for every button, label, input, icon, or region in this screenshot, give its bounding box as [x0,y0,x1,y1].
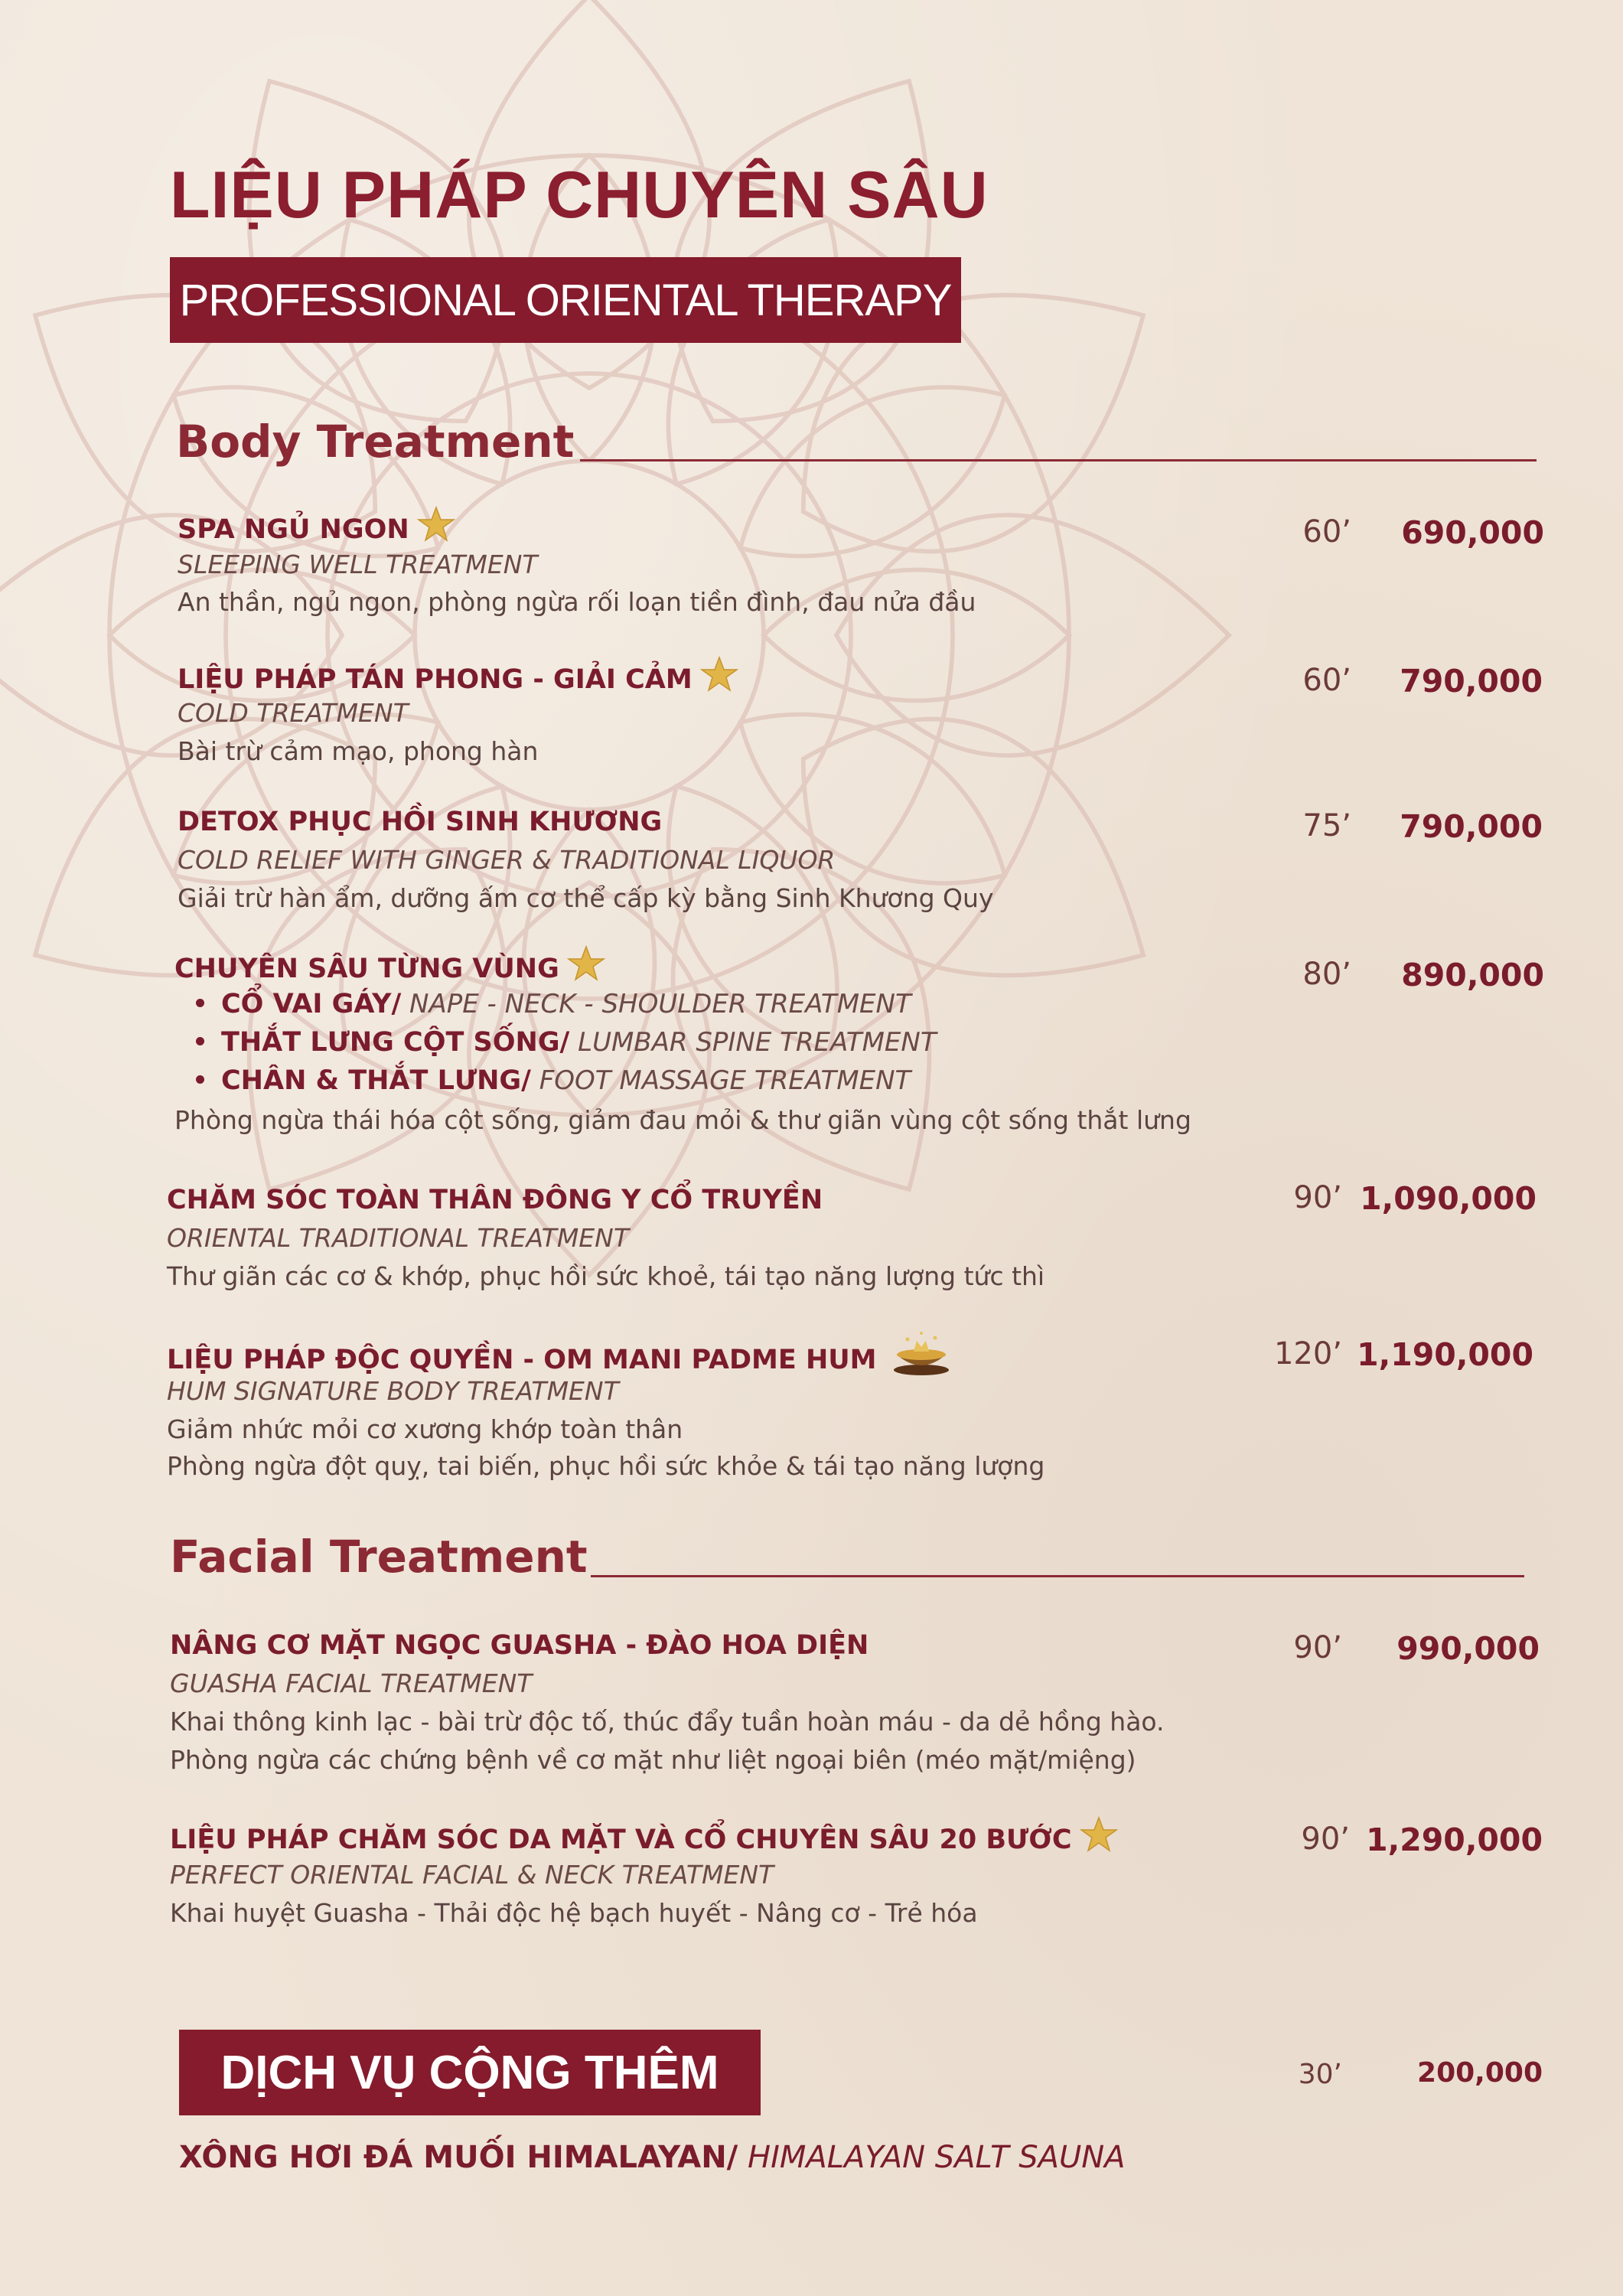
bullet-dot [196,1037,204,1045]
treatment-title: LIỆU PHÁP CHĂM SÓC DA MẶT VÀ CỔ CHUYÊN SÂU 20 BƯỚC [170,1821,1118,1860]
bullet-dot [196,999,204,1007]
treatment-subtitle: ORIENTAL TRADITIONAL TREATMENT [167,1223,629,1253]
treatment-description: Bài trừ cảm mạo, phong hàn [178,736,539,766]
treatment-duration: 120’ [1273,1336,1342,1371]
treatment-title: CHĂM SÓC TOÀN THÂN ĐÔNG Y CỔ TRUYỀN [167,1185,823,1215]
treatment-price: 690,000 [1401,514,1544,551]
treatment-description: Khai huyệt Guasha - Thải độc hệ bạch huyết - Nâng cơ - Trẻ hóa [170,1898,978,1928]
treatment-price: 790,000 [1400,808,1543,845]
treatment-price: 1,190,000 [1357,1336,1533,1373]
treatment-subtitle: PERFECT ORIENTAL FACIAL & NECK TREATMENT [170,1860,774,1890]
treatment-price: 890,000 [1401,957,1544,993]
treatment-title: SPA NGỦ NGON [178,511,455,550]
treatment-subtitle: COLD RELIEF WITH GINGER & TRADITIONAL LIQUOR [178,845,836,875]
section-heading-facial: Facial Treatment [170,1531,588,1583]
treatment-subtitle: SLEEPING WELL TREATMENT [178,550,538,579]
addon-duration: 30’ [1298,2059,1342,2090]
section-divider [591,1575,1524,1577]
singing-bowl-icon [891,1329,952,1378]
treatment-title: NÂNG CƠ MẶT NGỌC GUASHA - ĐÀO HOA DIỆN [170,1630,869,1661]
treatment-title: LIỆU PHÁP TÁN PHONG - GIẢI CẢM [178,661,738,700]
treatment-subtitle: GUASHA FACIAL TREATMENT [170,1668,533,1698]
treatment-duration: 90’ [1293,1180,1342,1215]
addon-price: 200,000 [1417,2057,1543,2089]
bullet-item: CỔ VAI GÁY/ NAPE - NECK - SHOULDER TREATMENT [196,989,911,1019]
treatment-description: An thần, ngủ ngon, phòng ngừa rối loạn tiền đình, đau nửa đầu [178,587,976,617]
subtitle-text: PROFESSIONAL ORIENTAL THERAPY [179,275,952,325]
treatment-description: Khai thông kinh lạc - bài trừ độc tố, thúc đẩy tuần hoàn máu - da dẻ hồng hào. [170,1707,1165,1737]
treatment-price: 1,090,000 [1360,1180,1537,1217]
treatment-duration: 90’ [1301,1821,1350,1857]
treatment-subtitle: COLD TREATMENT [178,698,409,728]
treatment-description: Giải trừ hàn ẩm, dưỡng ấm cơ thể cấp kỳ bằng Sinh Khương Quy [178,883,994,913]
addon-heading: DỊCH VỤ CỘNG THÊM [220,2046,719,2099]
treatment-subtitle: HUM SIGNATURE BODY TREATMENT [167,1376,619,1406]
addon-service-name: XÔNG HƠI ĐÁ MUỐI HIMALAYAN/ HIMALAYAN SALT SAUNA [179,2140,1126,2175]
treatment-duration: 80’ [1302,957,1351,992]
treatment-duration: 60’ [1302,514,1351,550]
section-heading-body: Body Treatment [176,416,575,468]
treatment-price: 790,000 [1400,663,1543,700]
treatment-description: Phòng ngừa thái hóa cột sống, giảm đau mỏi & thư giãn vùng cột sống thắt lưng [174,1105,1191,1135]
bullet-item: THẮT LƯNG CỘT SỐNG/ LUMBAR SPINE TREATMENT [196,1027,937,1058]
treatment-description: Phòng ngừa các chứng bệnh về cơ mặt như liệt ngoại biên (méo mặt/miệng) [170,1745,1136,1775]
treatment-title: LIỆU PHÁP ĐỘC QUYỀN - OM MANI PADME HUM [167,1336,952,1385]
star-icon [567,944,605,983]
treatment-duration: 75’ [1302,808,1351,843]
star-icon [700,655,738,693]
star-icon [417,505,455,543]
star-icon [1080,1815,1118,1854]
treatment-price: 1,290,000 [1366,1821,1543,1858]
treatment-title: CHUYÊN SÂU TỪNG VÙNG [174,951,605,989]
bullet-item: CHÂN & THẮT LƯNG/ FOOT MASSAGE TREATMENT [196,1065,911,1096]
subtitle-banner [170,257,961,343]
page-title: LIỆU PHÁP CHUYÊN SÂU [170,158,989,232]
section-divider [580,459,1537,461]
treatment-duration: 90’ [1293,1630,1342,1665]
treatment-duration: 60’ [1302,663,1351,698]
bullet-dot [196,1075,204,1084]
treatment-title: DETOX PHỤC HỒI SINH KHƯƠNG [178,807,663,837]
treatment-price: 990,000 [1396,1630,1540,1667]
treatment-description: Phòng ngừa đột quỵ, tai biến, phục hồi sức khỏe & tái tạo năng lượng [167,1451,1045,1481]
treatment-description: Giảm nhức mỏi cơ xương khớp toàn thân [167,1414,683,1444]
addon-banner [179,2030,761,2115]
treatment-description: Thư giãn các cơ & khớp, phục hồi sức khoẻ, tái tạo năng lượng tức thì [167,1261,1045,1291]
